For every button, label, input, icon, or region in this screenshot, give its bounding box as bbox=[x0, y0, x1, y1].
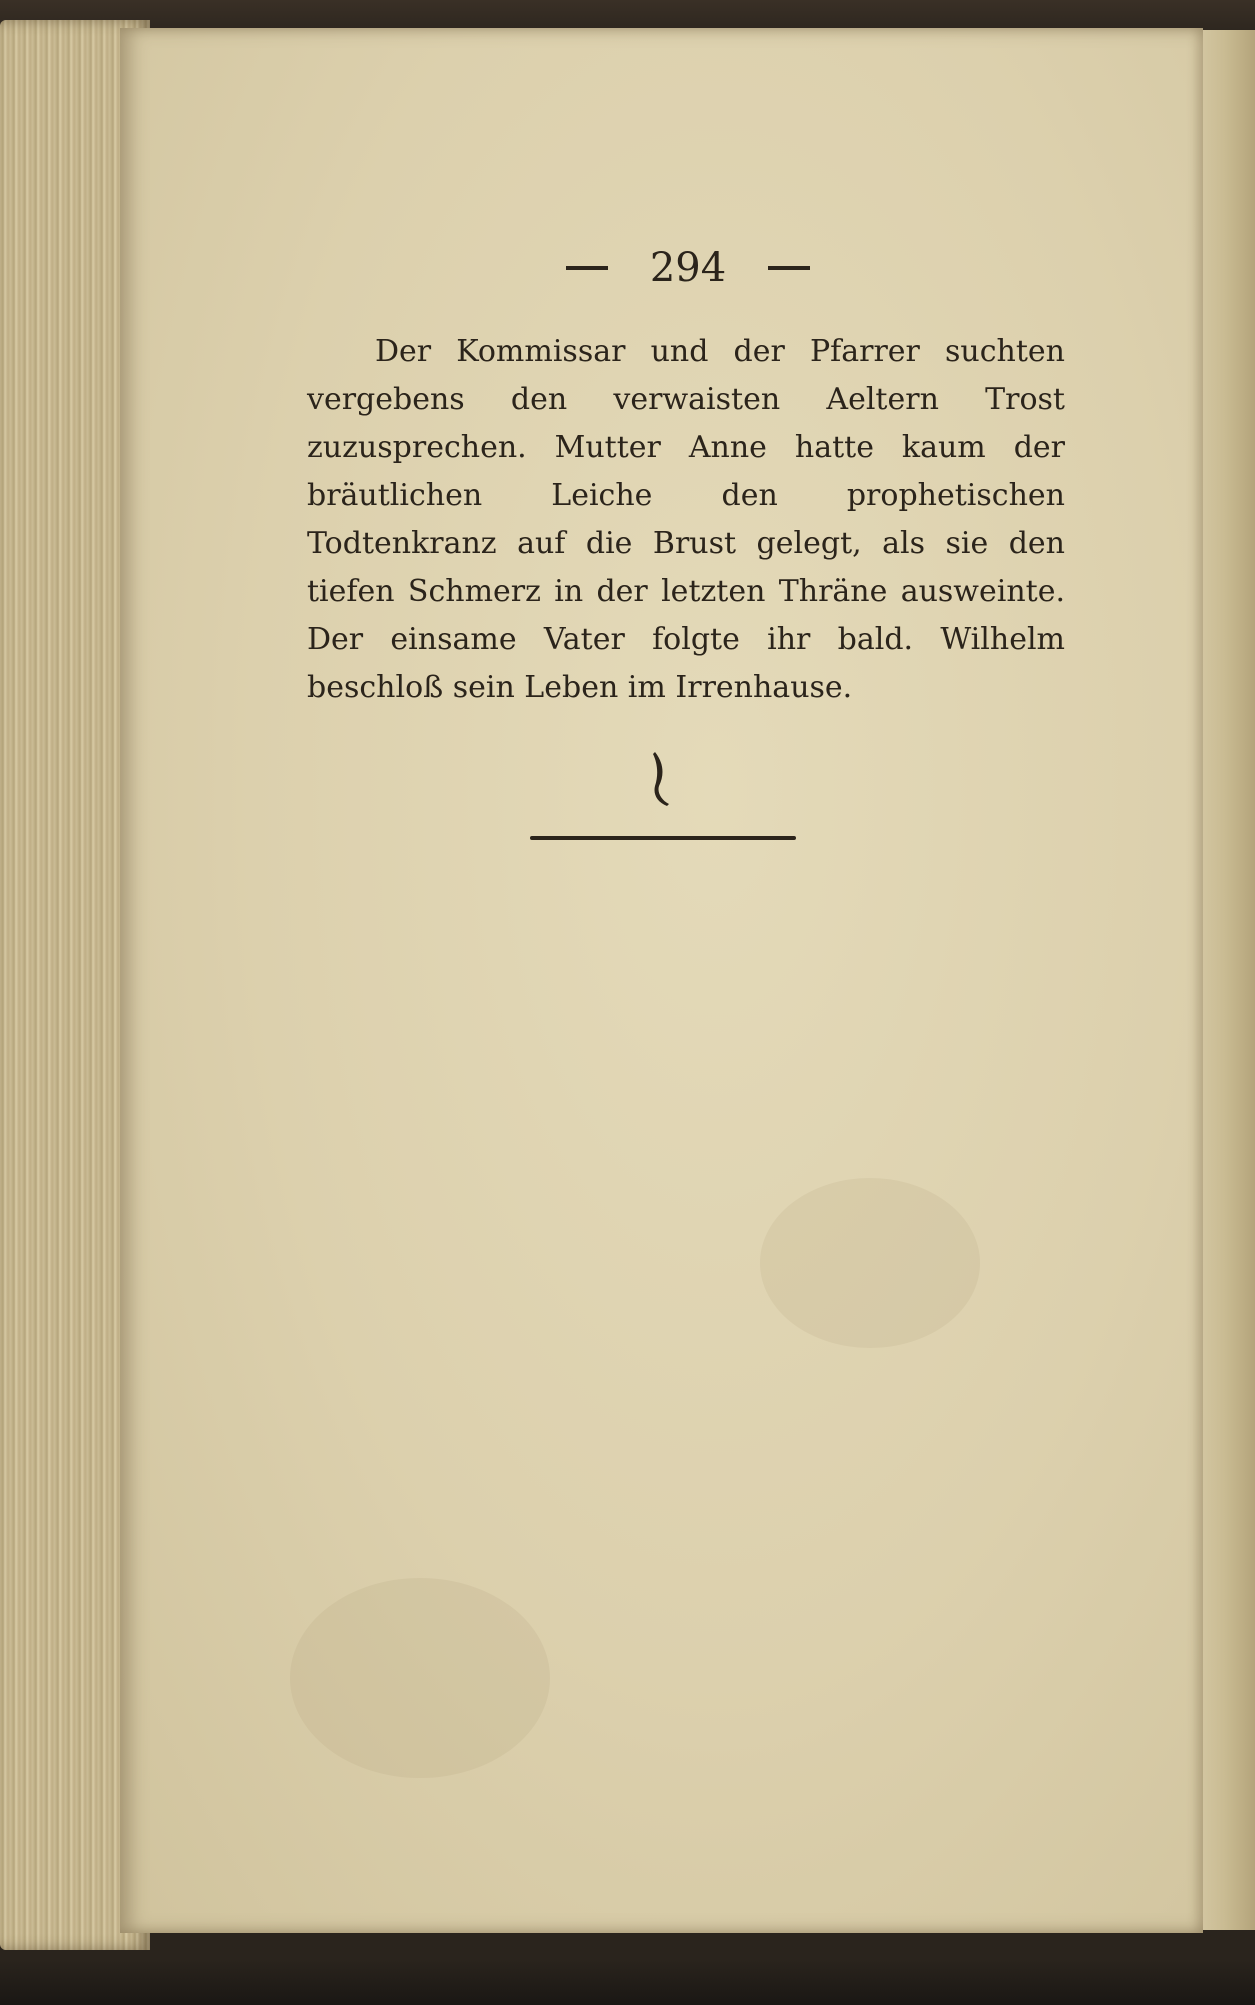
next-page-edge bbox=[1195, 30, 1255, 1930]
header-dash-left bbox=[566, 266, 608, 270]
book-page bbox=[120, 28, 1203, 1933]
body-paragraph: Der Kommissar und der Pfarrer suchten vergebens den verwaisten Aeltern Trost zuzusprechen. Mutter Anne hatte kaum der bräutlichen Leiche den prophetischen Todtenkranz auf die Brust gelegt, als sie den tiefen Schmerz in der letzten Thräne ausweinte. Der einsame Vater folgte ihr bald. Wilhelm beschloß sein Leben im Irrenhause. bbox=[307, 334, 1065, 705]
end-rule bbox=[530, 836, 796, 840]
header-dash-right bbox=[768, 266, 810, 270]
ornament-mark bbox=[645, 748, 675, 808]
paper-stain bbox=[760, 1178, 980, 1348]
paper-stain bbox=[290, 1578, 550, 1778]
page-number: 294 bbox=[649, 245, 727, 291]
page-header bbox=[548, 245, 828, 291]
